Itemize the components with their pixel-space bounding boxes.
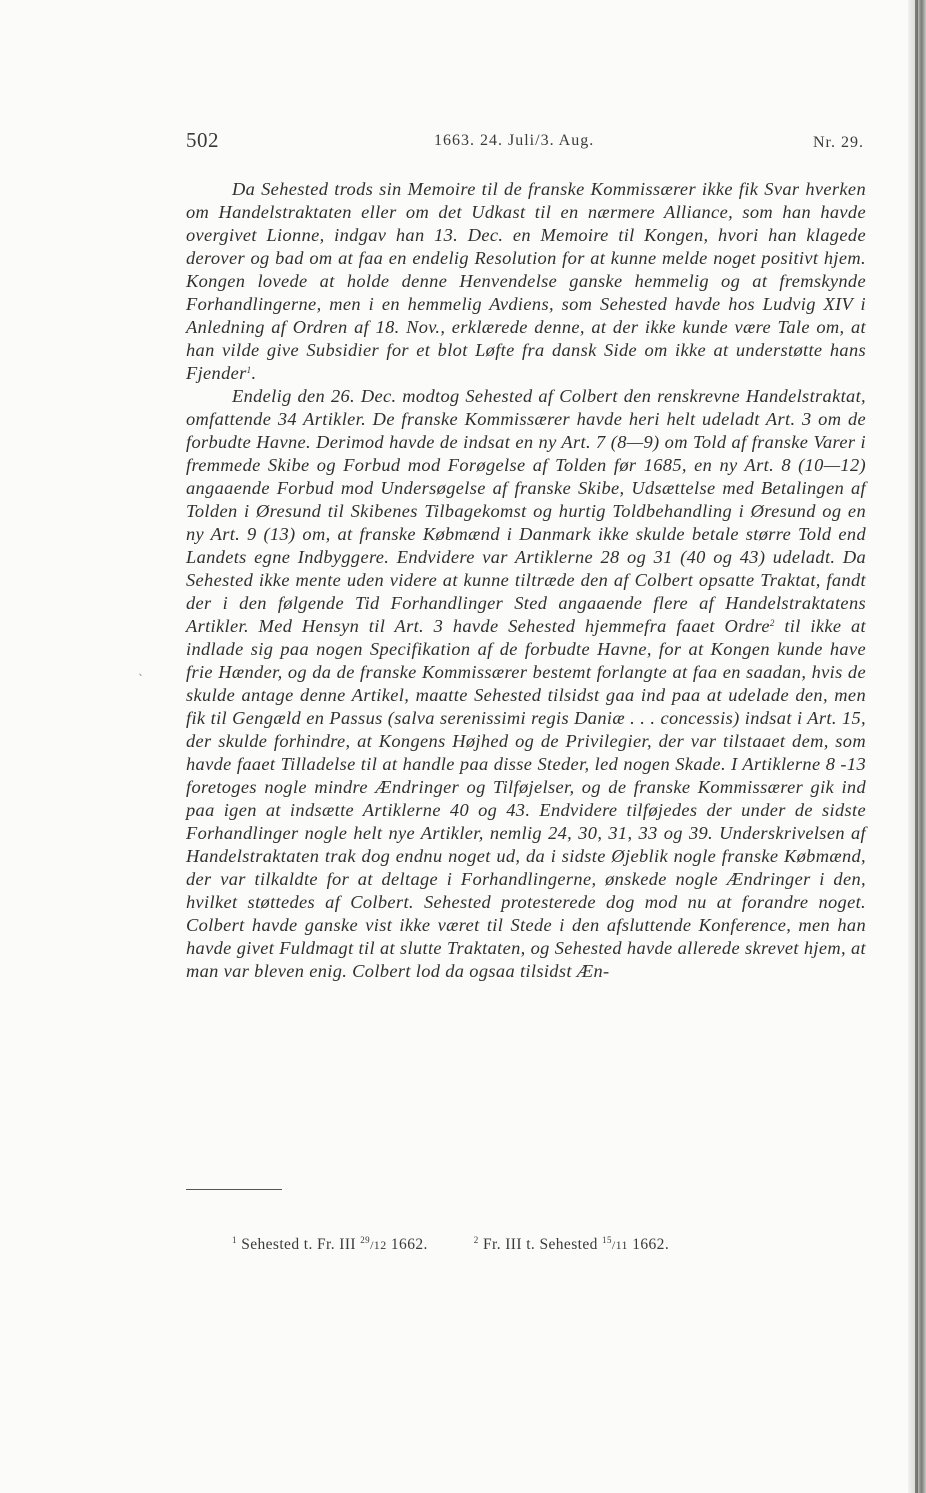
stray-mark: ˎ — [138, 662, 144, 676]
body-text — [186, 178, 866, 983]
page-number: 502 — [186, 128, 219, 152]
footnote-1-day: 29 — [360, 1235, 371, 1245]
footnotes — [232, 1236, 669, 1254]
paragraph-2-text-start: Endelig den 26. Dec. modtog Sehested af Colbert den renskrevne Handelstraktat, omfattende 34 Artikler. De franske Kommissærer havde heri helt udeladt Art. 3 om de forbudte Havne. Derimod havde de indsat en ny Art. 7 (8—9) om Told af franske Varer i fremmede Skibe og Forbud mod Forøgelse af Tolden før 1685, en ny Art. 8 (10—12) angaaende Forbud mod Undersøgelse af franske Skibe, Udsættelse med Betalingen af Tolden i Øresund til Skibenes Tilbagekomst og hurtig Toldbehandling i Øresund og en ny Art. 9 (13) om, at franske Købmænd i Danmark ikke skulde betale større Told end Landets egne Indbyggere. Endvidere var Artiklerne 28 og 31 (40 og 43) udeladt. Da Sehested ikke mente uden videre at kunne tiltræde den af Colbert opsatte Traktat, fandt der i den følgende Tid Forhandlinger Sted angaaende flere af Handelstraktatens Artikler. Med Hensyn til Art. 3 havde Sehested hjemmefra faaet Ordre — [186, 386, 866, 636]
footnote-2-day: 15 — [602, 1235, 612, 1245]
footnote-2-month: /11 — [611, 1238, 628, 1252]
paragraph-2 — [186, 385, 866, 983]
footnote-2 — [474, 1236, 669, 1254]
footnote-divider — [186, 1189, 282, 1190]
footnote-ref-1: 1 — [246, 365, 252, 375]
paragraph-1-end: . — [251, 363, 257, 383]
footnote-1-year: 1662. — [390, 1236, 428, 1253]
footnote-1 — [232, 1236, 428, 1254]
footnote-1-text: Sehested t. Fr. III — [241, 1236, 356, 1253]
running-head: 1663. 24. Juli/3. Aug. — [434, 132, 595, 149]
paragraph-1 — [186, 178, 866, 385]
paragraph-2-text-end: til ikke at indlade sig paa nogen Specifikation af de forbudte Havne, for at Kongen kunde have frie Hænder, og da de franske Kommissærer bestemt forlangte at faa en saadan, hvis de skulde antage denne Artikel, maatte Sehested tilsidst gaa ind paa at udelade den, men fik til Gengæld en Passus (salva serenissimi regis Daniæ . . . concessis) indsat i Art. 15, der skulde forhindre, at Kongens Højhed og de Privilegier, der var tilstaaet dem, som havde faaet Tilladelse til at handle paa disse Steder, led nogen Skade. I Artiklerne 8 -13 foretoges nogle mindre Ændringer og Tilføjelser, og de franske Kommissærer gik ind paa igen at indsætte Artiklerne 40 og 43. Endvidere tilføjedes der under de sidste Forhandlinger nogle helt nye Artikler, nemlig 24, 30, 31, 33 og 39. Underskrivelsen af Handelstraktaten trak dog endnu noget ud, da i sidste Øjeblik nogle franske Købmænd, der var tilkaldte for at deltage i Forhandlingerne, ønskede nogle Ændringer i den, hvilket støttedes af Colbert. Sehested protesterede dog mod nu at forandre noget. Colbert havde ganske vist ikke været til Stede i den afsluttende Konference, men han havde givet Fuldmagt til at slutte Traktaten, og Sehested havde allerede skrevet hjem, at man var bleven enig. Colbert lod da ogsaa tilsidst Æn- — [186, 616, 867, 981]
paragraph-1-text: Da Sehested trods sin Memoire til de franske Kommissærer ikke fik Svar hverken om Handelstraktaten eller om det Udkast til en nærmere Alliance, som han havde overgivet Lionne, indgav han 13. Dec. en Memoire til Kongen, hvori han klagede derover og bad om at faa en endelig Resolution for at kunne melde noget positivt hjem. Kongen lovede at holde denne Henvendelse ganske hemmelig og at fremskynde Forhandlingerne, men i en hemmelig Avdiens, som Sehested havde hos Ludvig XIV i Anledning af Ordren af 18. Nov., erklærede denne, at der ikke kunde være Tale om, at han vilde give Subsidier for et blot Løfte fra dansk Side om ikke at understøtte hans Fjender — [186, 179, 866, 383]
binding-edge-line — [915, 0, 918, 1493]
footnote-2-text: Fr. III t. Sehested — [482, 1236, 598, 1253]
document-number: Nr. 29. — [813, 134, 864, 151]
footnote-2-mark: 2 — [473, 1235, 479, 1245]
page-header — [186, 128, 866, 158]
footnote-2-year: 1662. — [632, 1236, 670, 1253]
footnote-1-month: /12 — [370, 1238, 387, 1252]
footnote-1-mark: 1 — [232, 1235, 237, 1245]
footnote-ref-2: 2 — [769, 618, 775, 628]
